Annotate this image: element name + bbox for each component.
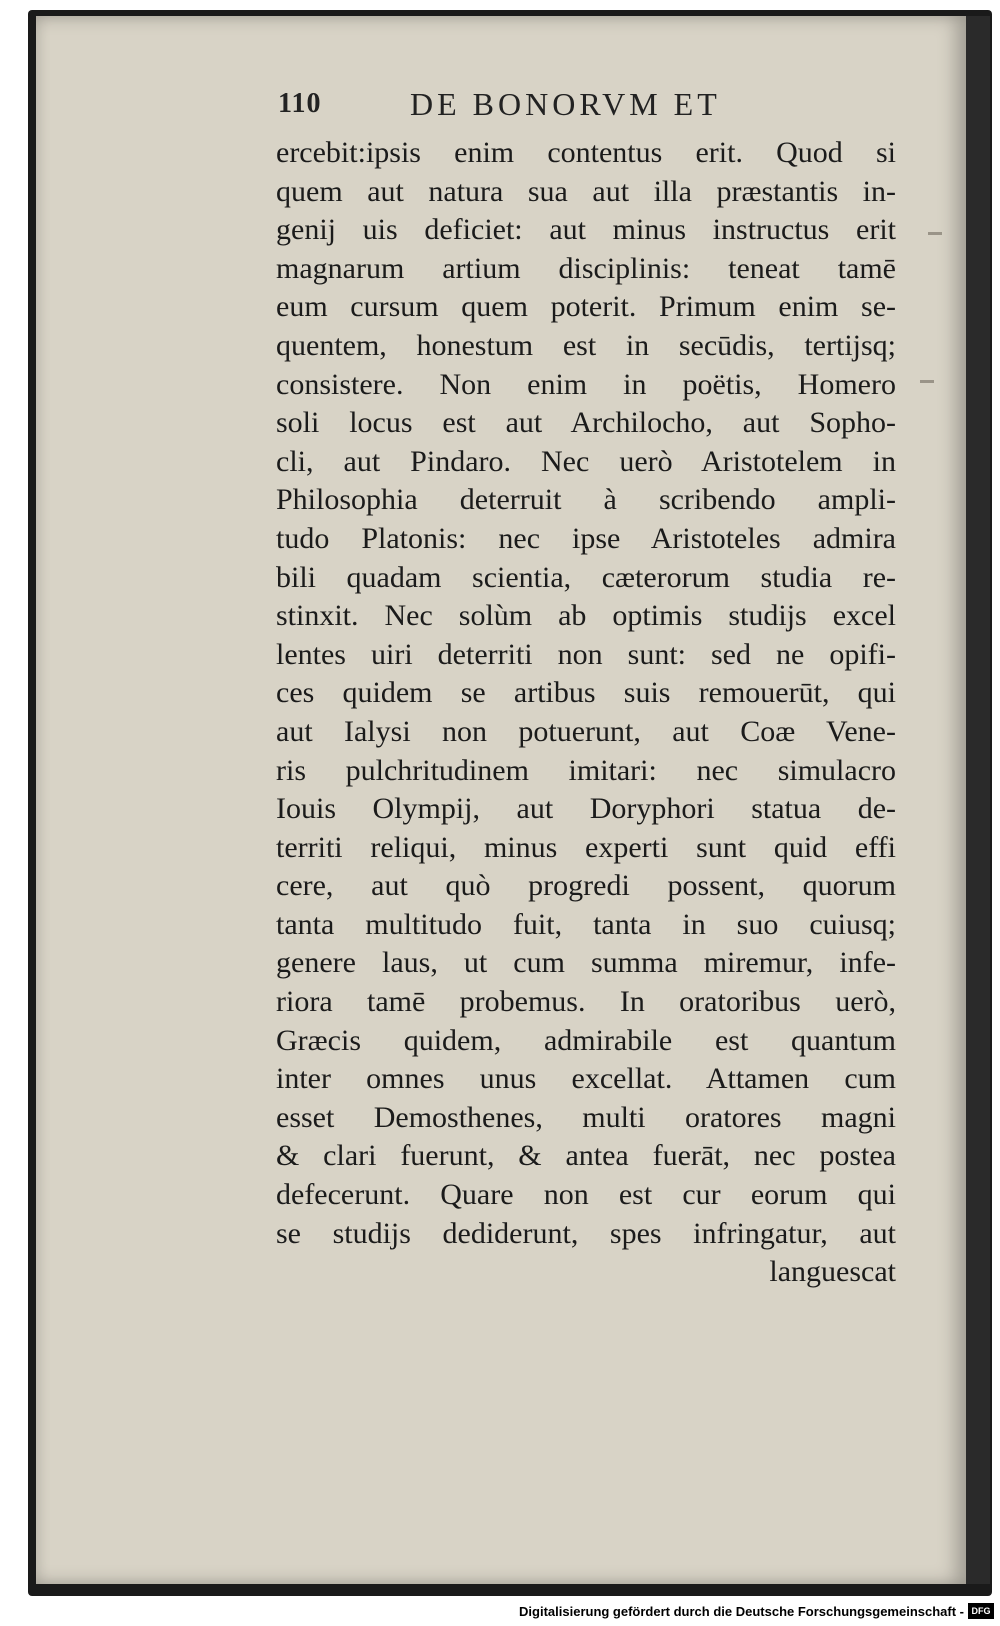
text-line: inter omnes unus excellat. Attamen cum [276, 1062, 896, 1096]
text-line: esset Demosthenes, multi oratores magni [276, 1100, 896, 1134]
text-line: ris pulchritudinem imitari: nec simulacro [276, 753, 896, 787]
dfg-logo-badge: DFG [968, 1603, 994, 1619]
text-line: riora tamē probemus. In oratoribus uerò, [276, 985, 896, 1019]
text-line: genij uis deficiet: aut minus instructus erit [276, 213, 896, 247]
running-head: DE BONORVM ET [410, 86, 721, 122]
page-number: 110 [278, 88, 322, 119]
text-line: consistere. Non enim in poëtis, Homero [276, 367, 896, 401]
text-line: aut Ialysi non potuerunt, aut Coæ Vene- [276, 714, 896, 748]
text-line: bili quadam scientia, cæterorum studia re- [276, 560, 896, 594]
text-line: ces quidem se artibus suis remouerūt, qui [276, 676, 896, 710]
text-line: genere laus, ut cum summa miremur, infe- [276, 946, 896, 980]
gutter-shadow [966, 16, 990, 1584]
text-line: quem aut natura sua aut illa præstantis in- [276, 174, 896, 208]
margin-mark [920, 380, 934, 383]
text-line: eum cursum quem poterit. Primum enim se- [276, 290, 896, 324]
text-line: stinxit. Nec solùm ab optimis studijs excel [276, 599, 896, 633]
text-line: quentem, honestum est in secūdis, tertijsq; [276, 328, 896, 362]
footer-bar [0, 1600, 1000, 1626]
text-line: cere, aut quò progredi possent, quorum [276, 869, 896, 903]
body-text [276, 134, 896, 1292]
text-line: languescat [769, 1255, 896, 1289]
text-line: defecerunt. Quare non est cur eorum qui [276, 1178, 896, 1212]
text-line: Iouis Olympij, aut Doryphori statua de- [276, 792, 896, 826]
text-line: Philosophia deterruit à scribendo ampli- [276, 483, 896, 517]
text-line: & clari fuerunt, & antea fuerāt, nec postea [276, 1139, 896, 1173]
margin-mark [928, 232, 942, 235]
text-line: se studijs dediderunt, spes infringatur, aut [276, 1216, 896, 1250]
text-line: tudo Platonis: nec ipse Aristoteles admira [276, 521, 896, 555]
text-line: soli locus est aut Archilocho, aut Sopho- [276, 406, 896, 440]
text-line: tanta multitudo fuit, tanta in suo cuiusq; [276, 907, 896, 941]
text-line: cli, aut Pindaro. Nec uerò Aristotelem in [276, 444, 896, 478]
page-header [278, 88, 778, 132]
text-line: lentes uiri deterriti non sunt: sed ne opifi- [276, 637, 896, 671]
footer-credit: Digitalisierung gefördert durch die Deutsche Forschungsgemeinschaft - [519, 1604, 964, 1619]
text-line: ercebit:ipsis enim contentus erit. Quod si [276, 136, 896, 169]
text-line: territi reliqui, minus experti sunt quid effi [276, 830, 896, 864]
text-line: Græcis quidem, admirabile est quantum [276, 1023, 896, 1057]
text-line: magnarum artium disciplinis: teneat tamē [276, 251, 896, 285]
